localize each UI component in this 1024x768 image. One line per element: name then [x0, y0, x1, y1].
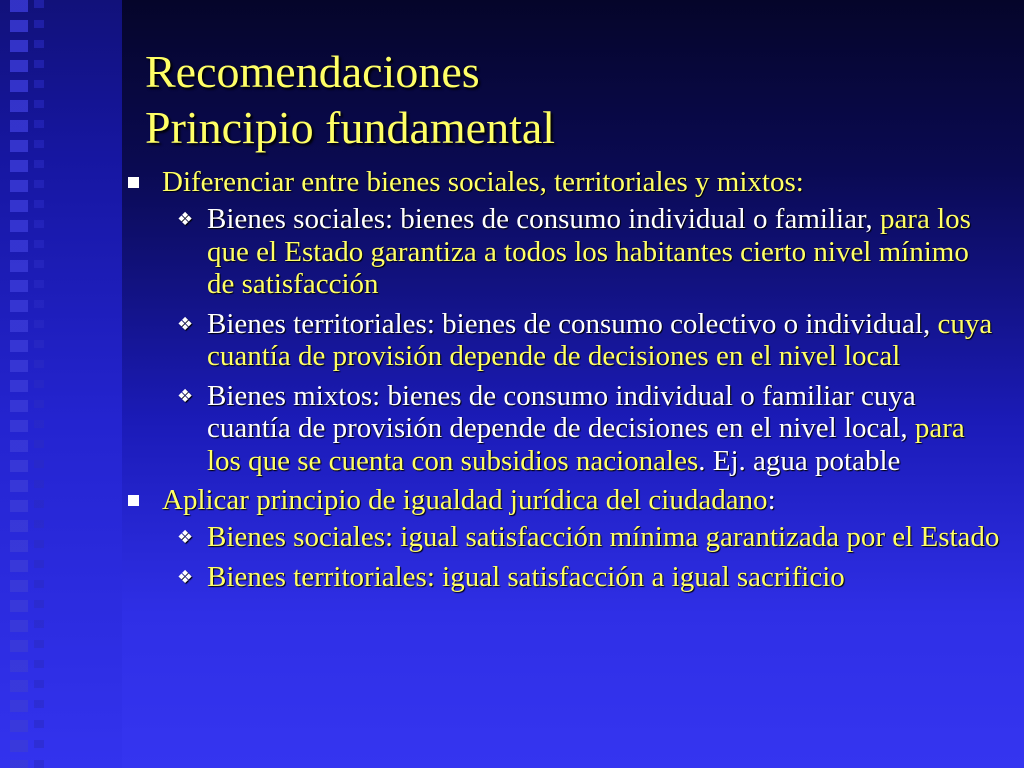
- diamond-bullet-icon: ❖: [177, 527, 194, 548]
- sub-text: Bienes sociales: bienes de consumo individual o familiar,: [207, 203, 880, 235]
- sub-text: Bienes territoriales: igual satisfacción a igual sacrificio: [207, 560, 845, 593]
- sub-highlight: para los que el Estado garantiza a todos los habitantes cierto nivel mínimo de satisfacción: [207, 203, 971, 300]
- title-line-1: Recomendaciones: [145, 46, 480, 97]
- slide-body: [122, 166, 1002, 600]
- square-bullet-icon: [128, 177, 139, 188]
- sub-text: Bienes sociales: igual satisfacción mínima garantizada por el Estado: [207, 521, 1000, 553]
- sub-highlight: para los que se cuenta con subsidios nacionales: [207, 412, 965, 477]
- bullet-item-equality-principle: [122, 484, 1002, 517]
- title-line-2: Principio fundamental: [145, 102, 556, 153]
- diamond-bullet-icon: ❖: [177, 313, 194, 335]
- sub-text-tail: . Ej. agua potable: [698, 444, 901, 477]
- sub-highlight: cuya cuantía de provisión depende de decisiones en el nivel local: [207, 307, 993, 372]
- sub-item-social-goods: [122, 203, 1002, 301]
- bullet-suffix: :: [767, 484, 776, 516]
- square-bullet-icon: [128, 495, 139, 506]
- bullet-text: Diferenciar entre bienes sociales, territoriales y mixtos:: [162, 166, 804, 198]
- decorative-square-column-2: [34, 0, 44, 768]
- sub-text: Bienes mixtos: bienes de consumo individual o familiar cuya cuantía de provisión depende de decisiones en el nivel local,: [207, 379, 916, 444]
- sub-item-territorial-equal: [122, 561, 1002, 594]
- sub-item-social-equal: [122, 521, 1002, 554]
- diamond-bullet-icon: ❖: [177, 209, 194, 230]
- slide-title: [145, 44, 555, 156]
- bullet-item-differentiate: [122, 166, 1002, 199]
- sub-item-territorial-goods: [122, 308, 1002, 373]
- diamond-bullet-icon: ❖: [177, 385, 194, 407]
- decorative-square-column: [10, 0, 28, 768]
- sub-text: Bienes territoriales: bienes de consumo colectivo o individual,: [207, 307, 938, 340]
- diamond-bullet-icon: ❖: [177, 566, 194, 588]
- bullet-text: Aplicar principio de igualdad jurídica del ciudadano: [162, 484, 768, 516]
- sub-item-mixed-goods: [122, 380, 1002, 478]
